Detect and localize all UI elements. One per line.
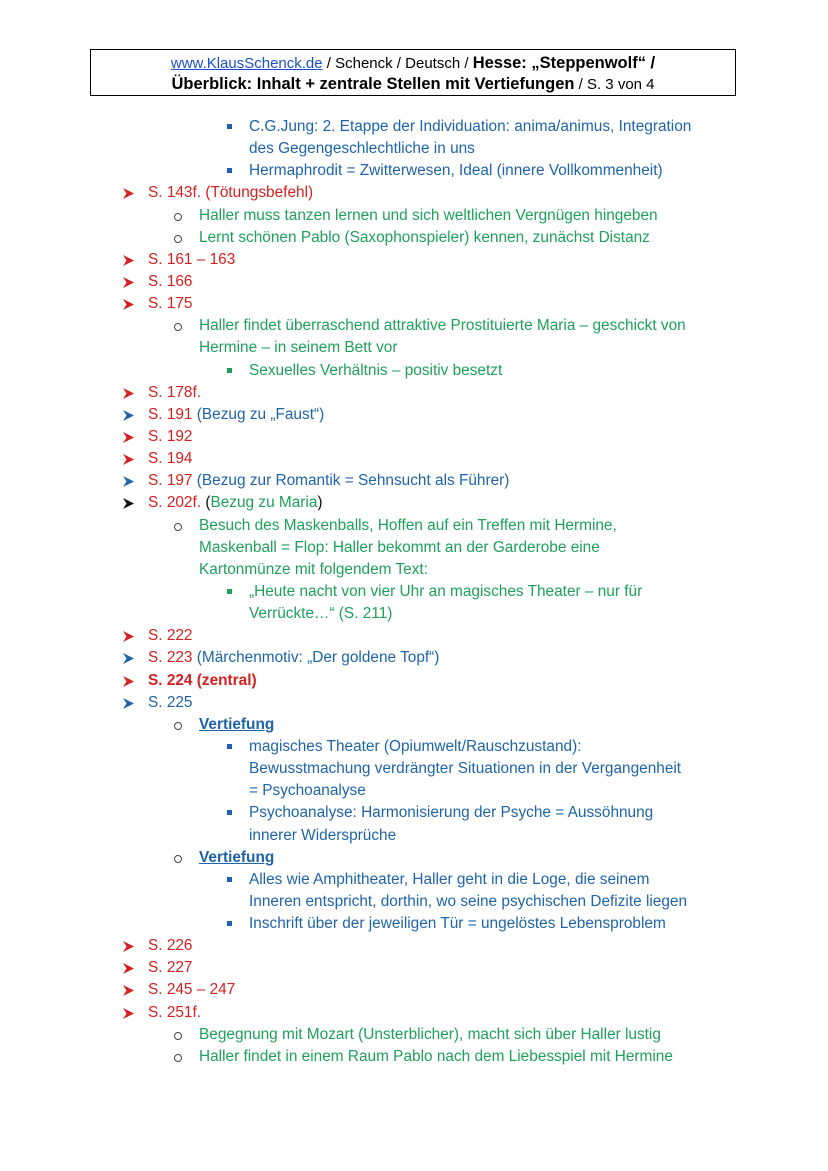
page-ref: S. 197 <box>148 472 193 490</box>
arrow-black-icon <box>123 492 139 514</box>
arrow-blue-icon <box>123 404 139 426</box>
arrow-blue-icon <box>123 647 139 669</box>
arrow-red-icon <box>123 979 139 1001</box>
line-text: S. 222 <box>148 627 193 645</box>
square-bullet-icon <box>227 124 232 129</box>
header-line-2 <box>91 74 735 95</box>
page-ref: S. 202f. <box>148 494 202 512</box>
outline-line <box>0 869 828 891</box>
line-text: Bewusstmachung verdrängter Situationen in der Vergangenheit <box>249 760 682 778</box>
header-title-part1: Hesse: „Steppenwolf“ / <box>472 54 656 72</box>
line-text: Psychoanalyse: Harmonisierung der Psyche = Aussöhnung <box>249 804 654 822</box>
line-text <box>148 404 324 426</box>
line-text: Begegnung mit Mozart (Unsterblicher), macht sich über Haller lustig <box>199 1025 661 1043</box>
line-text: S. 175 <box>148 295 193 313</box>
arrow-red-icon <box>123 382 139 404</box>
ring-bullet-icon <box>174 855 182 863</box>
ring-bullet-icon <box>174 323 182 331</box>
outline-line <box>0 581 828 603</box>
outline-line <box>0 315 828 337</box>
line-text: Lernt schönen Pablo (Saxophonspieler) kennen, zunächst Distanz <box>199 228 650 246</box>
ring-bullet-icon <box>174 213 182 221</box>
line-text <box>148 492 323 514</box>
outline-line <box>0 116 828 138</box>
outline-line <box>0 891 828 913</box>
arrow-red-icon <box>123 293 139 315</box>
outline-line <box>0 293 828 315</box>
line-text: Besuch des Maskenballs, Hoffen auf ein Treffen mit Hermine, <box>199 516 617 534</box>
page-ref: S. 191 <box>148 405 193 423</box>
line-text: S. 178f. <box>148 383 202 401</box>
arrow-red-icon <box>123 670 139 692</box>
line-text: Haller findet in einem Raum Pablo nach dem Liebesspiel mit Hermine <box>199 1047 673 1065</box>
line-text: Kartonmünze mit folgendem Text: <box>199 560 428 578</box>
arrow-red-icon <box>123 625 139 647</box>
outline-line <box>0 271 828 293</box>
arrow-red-icon <box>123 249 139 271</box>
outline-line <box>0 1046 828 1068</box>
line-text: S. 226 <box>148 937 193 955</box>
outline-line <box>0 670 828 692</box>
outline-line <box>0 205 828 227</box>
ring-bullet-icon <box>174 235 182 243</box>
line-text: Inneren entspricht, dorthin, wo seine psychischen Defizite liegen <box>249 892 688 910</box>
outline-line <box>0 647 828 669</box>
line-text: Verrückte…“ (S. 211) <box>249 605 393 623</box>
line-text: C.G.Jung: 2. Etappe der Individuation: anima/animus, Integration <box>249 118 692 135</box>
outline-line <box>0 1002 828 1024</box>
outline-line <box>0 404 828 426</box>
line-text: S. 225 <box>148 693 193 711</box>
outline-line <box>0 492 828 514</box>
paren-open: ( <box>201 494 211 512</box>
outline-line <box>0 714 828 736</box>
outline-line <box>0 758 828 780</box>
outline-line <box>0 160 828 182</box>
line-extra: (Bezug zur Romantik = Sehnsucht als Führer) <box>192 472 510 490</box>
outline-line <box>0 182 828 204</box>
outline-line <box>0 537 828 559</box>
site-link[interactable]: www.KlausSchenck.de <box>170 55 323 72</box>
line-text: S. 194 <box>148 450 193 468</box>
line-text <box>148 647 439 669</box>
ring-bullet-icon <box>174 523 182 531</box>
line-text: magisches Theater (Opiumwelt/Rauschzustand): <box>249 737 582 755</box>
outline-line <box>0 426 828 448</box>
square-bullet-icon <box>227 168 232 173</box>
outline-line <box>0 559 828 581</box>
ring-bullet-icon <box>174 722 182 730</box>
line-text: S. 161 – 163 <box>148 250 236 268</box>
paren-close: ) <box>317 494 323 512</box>
outline-content <box>0 116 828 1068</box>
line-text: S. 251f. <box>148 1003 202 1021</box>
line-text: S. 192 <box>148 427 193 445</box>
outline-line <box>0 736 828 758</box>
line-text: Hermaphrodit = Zwitterwesen, Ideal (innere Vollkommenheit) <box>249 162 663 180</box>
line-text: Vertiefung <box>199 715 275 733</box>
outline-line <box>0 138 828 160</box>
outline-line <box>0 515 828 537</box>
outline-line <box>0 470 828 492</box>
line-extra: Bezug zu Maria <box>210 494 318 512</box>
line-text <box>148 470 509 492</box>
square-bullet-icon <box>227 368 232 373</box>
outline-line <box>0 603 828 625</box>
square-bullet-icon <box>227 744 232 749</box>
header-line-1 <box>91 53 735 74</box>
line-text: S. 166 <box>148 272 193 290</box>
line-text: „Heute nacht von vier Uhr an magisches Theater – nur für <box>249 582 643 600</box>
outline-line <box>0 448 828 470</box>
ring-bullet-icon <box>174 1054 182 1062</box>
header-page-info: / S. 3 von 4 <box>574 76 655 93</box>
arrow-blue-icon <box>123 692 139 714</box>
outline-line <box>0 227 828 249</box>
header-title-part2: Überblick: Inhalt + zentrale Stellen mit Vertiefungen <box>171 75 575 93</box>
arrow-red-icon <box>123 1002 139 1024</box>
outline-line <box>0 382 828 404</box>
arrow-red-icon <box>123 426 139 448</box>
outline-line <box>0 780 828 802</box>
ring-bullet-icon <box>174 1032 182 1040</box>
line-text: Haller findet überraschend attraktive Prostituierte Maria – geschickt von <box>199 317 686 335</box>
line-text: Inschrift über der jeweiligen Tür = ungelöstes Lebensproblem <box>249 915 666 933</box>
outline-line <box>0 825 828 847</box>
outline-line <box>0 957 828 979</box>
outline-line <box>0 1024 828 1046</box>
line-text: = Psychoanalyse <box>249 782 366 800</box>
line-text: Hermine – in seinem Bett vor <box>199 339 398 357</box>
outline-line <box>0 847 828 869</box>
line-text: Vertiefung <box>199 848 275 866</box>
outline-line <box>0 935 828 957</box>
arrow-red-icon <box>123 957 139 979</box>
outline-line <box>0 360 828 382</box>
outline-line <box>0 913 828 935</box>
outline-line <box>0 692 828 714</box>
square-bullet-icon <box>227 810 232 815</box>
arrow-red-icon <box>123 182 139 204</box>
arrow-red-icon <box>123 935 139 957</box>
outline-line <box>0 979 828 1001</box>
page-header <box>90 49 736 96</box>
line-text: Maskenball = Flop: Haller bekommt an der Garderobe eine <box>199 538 600 556</box>
line-text: S. 245 – 247 <box>148 981 236 999</box>
outline-line <box>0 802 828 824</box>
page-ref: S. 223 <box>148 649 193 667</box>
outline-line <box>0 625 828 647</box>
line-text: S. 227 <box>148 959 193 977</box>
line-extra: (Bezug zu „Faust“) <box>192 405 325 423</box>
arrow-red-icon <box>123 448 139 470</box>
line-text: S. 143f. (Tötungsbefehl) <box>148 184 314 202</box>
outline-line <box>0 249 828 271</box>
square-bullet-icon <box>227 877 232 882</box>
square-bullet-icon <box>227 589 232 594</box>
line-text: Alles wie Amphitheater, Haller geht in die Loge, die seinem <box>249 870 650 888</box>
line-text: des Gegengeschlechtliche in uns <box>249 140 475 158</box>
header-path: / Schenck / Deutsch / <box>322 55 473 72</box>
outline-line <box>0 337 828 359</box>
line-text: innerer Widersprüche <box>249 826 397 844</box>
line-extra: (Märchenmotiv: „Der goldene Topf“) <box>192 649 440 667</box>
arrow-red-icon <box>123 271 139 293</box>
square-bullet-icon <box>227 921 232 926</box>
line-text: S. 224 (zentral) <box>148 671 257 689</box>
arrow-blue-icon <box>123 470 139 492</box>
line-text: Haller muss tanzen lernen und sich weltlichen Vergnügen hingeben <box>199 206 658 224</box>
line-text: Sexuelles Verhältnis – positiv besetzt <box>249 361 503 379</box>
